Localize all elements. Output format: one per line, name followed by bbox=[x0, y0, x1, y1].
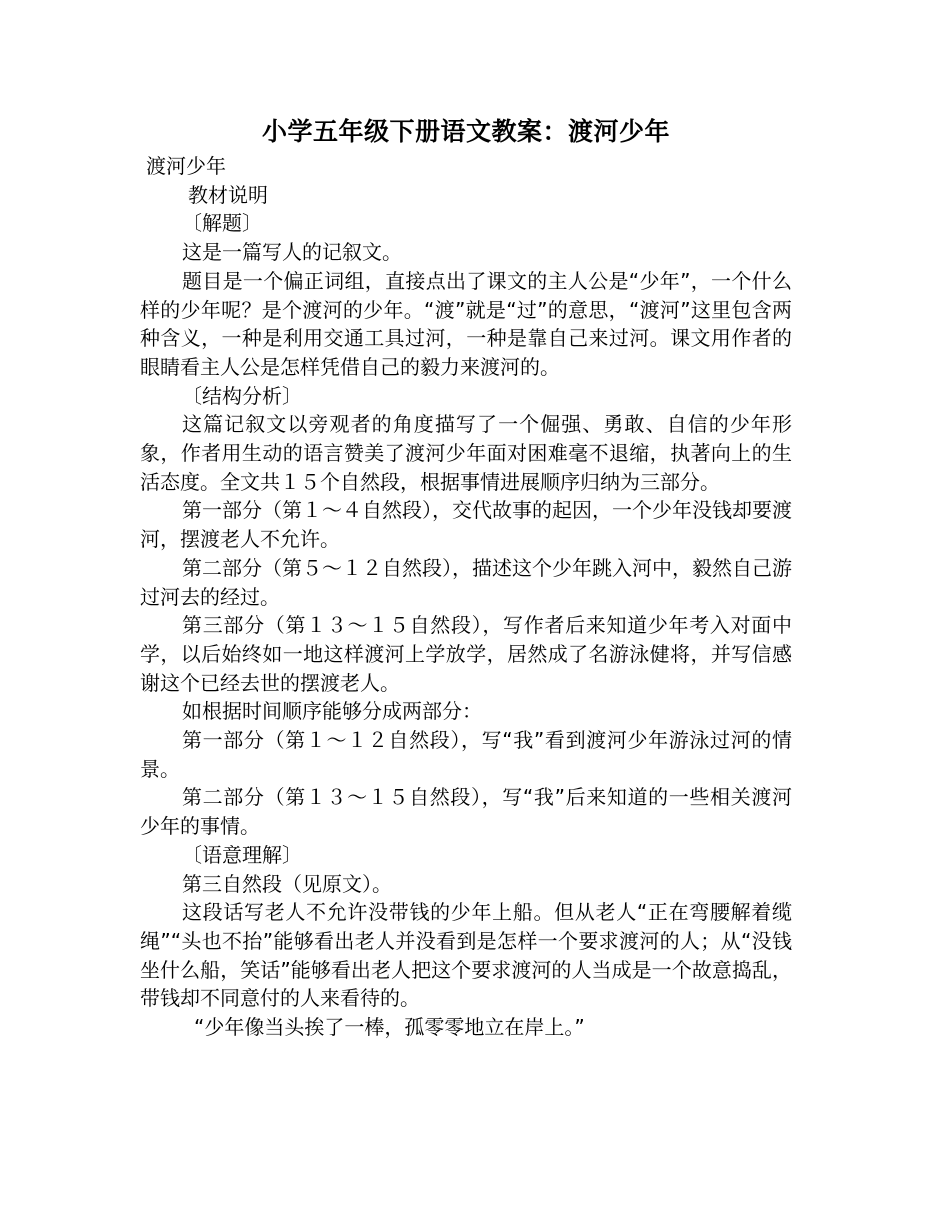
paragraph: 第三部分（第１３～１５自然段），写作者后来知道少年考入对面中学，以后始终如一地这样渡河上学放学，居然成了名游泳健将，并写信感谢这个已经去世的摆渡老人。 bbox=[140, 613, 792, 695]
document-page bbox=[140, 112, 792, 1042]
document-body bbox=[140, 181, 792, 1042]
paragraph: 〔解题〕 bbox=[182, 211, 262, 236]
paragraph: 教材说明 bbox=[188, 182, 268, 207]
paragraph: 题目是一个偏正词组，直接点出了课文的主人公是“少年”，一个什么样的少年呢？是个渡河的少年。“渡”就是“过”的意思，“渡河”这里包含两种含义，一种是利用交通工具过河，一种是靠自己来过河。课文用作者的眼睛看主人公是怎样凭借自己的毅力来渡河的。 bbox=[140, 268, 792, 379]
paragraph: 第二部分（第１３～１５自然段），写“我”后来知道的一些相关渡河少年的事情。 bbox=[140, 785, 792, 839]
paragraph: 第三自然段（见原文）。 bbox=[182, 871, 392, 896]
paragraph: 〔结构分析〕 bbox=[182, 383, 302, 408]
paragraph: 〔语意理解〕 bbox=[182, 842, 302, 867]
paragraph: 如根据时间顺序能够分成两部分： bbox=[182, 699, 482, 724]
paragraph: 第一部分（第１～１２自然段），写“我”看到渡河少年游泳过河的情景。 bbox=[140, 728, 792, 781]
document-subtitle: 渡河少年 bbox=[146, 154, 226, 178]
paragraph: 第一部分（第１～４自然段），交代故事的起因，一个少年没钱却要渡河，摆渡老人不允许。 bbox=[140, 498, 792, 552]
paragraph: 这篇记叙文以旁观者的角度描写了一个倔强、勇敢、自信的少年形象，作者用生动的语言赞美了渡河少年面对困难毫不退缩，执著向上的生活态度。全文共１５个自然段，根据事情进展顺序归纳为三部分。 bbox=[140, 412, 792, 494]
document-title: 小学五年级下册语文教案：渡河少年 bbox=[261, 117, 670, 146]
paragraph: 这段话写老人不允许没带钱的少年上船。但从老人“正在弯腰解着缆绳”“头也不抬”能够看出老人并没看到是怎样一个要求渡河的人；从“没钱坐什么船，笑话”能够看出老人把这个要求渡河的人当成是一个故意捣乱，带钱却不同意付的人来看待的。 bbox=[140, 900, 792, 1011]
paragraph: 第二部分（第５～１２自然段），描述这个少年跳入河中，毅然自己游过河去的经过。 bbox=[140, 555, 792, 609]
paragraph: 这是一篇写人的记叙文。 bbox=[182, 240, 402, 265]
paragraph: “少年像当头挨了一棒，孤零零地立在岸上。” bbox=[194, 1015, 585, 1040]
